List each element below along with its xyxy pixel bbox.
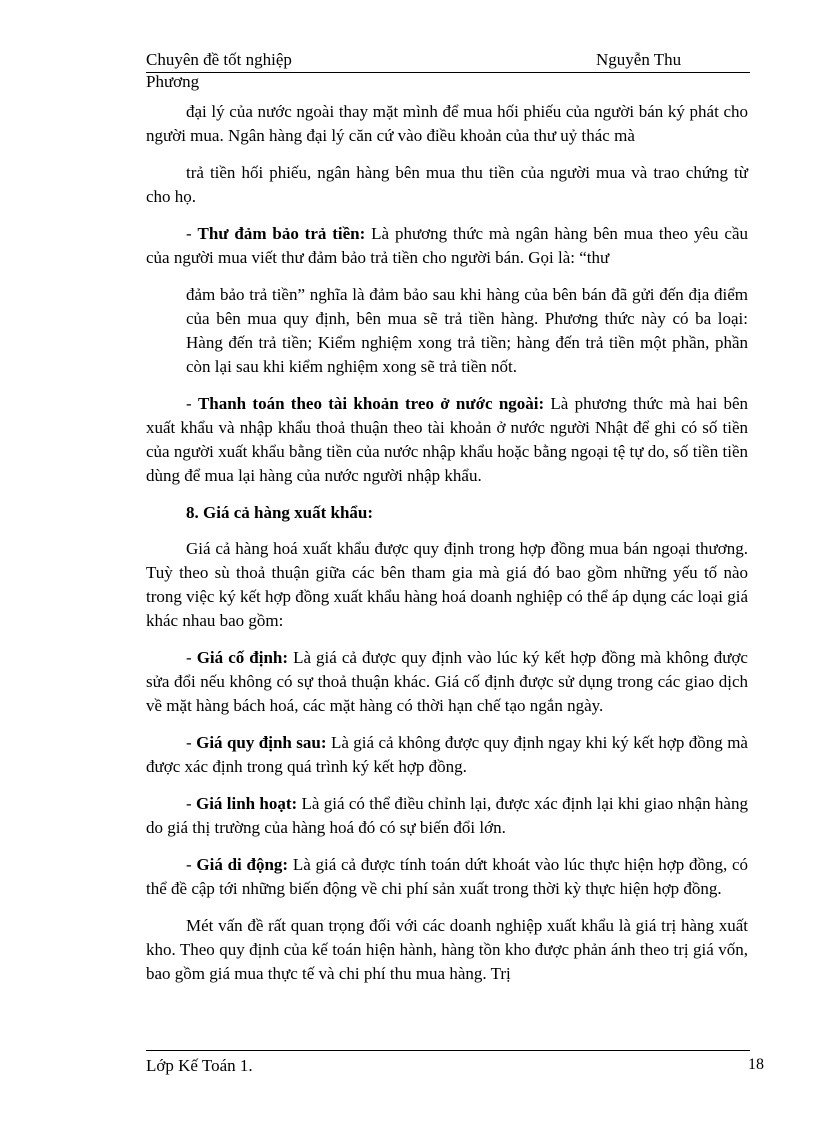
term-sliding-price: Giá di động: — [196, 855, 289, 874]
paragraph-guarantee-letter — [146, 222, 748, 270]
definition-text: Là phương thức mà hai bên xuất khẩu và nhập khẩu thoả thuận theo tài khoản ở nước người Nhật để ghi có số tiền của người xuất khẩu bằng tiền của nước nhập khẩu hoặc bằng ngoại tệ tự do, số tiền tiền dùng để mua lại hàng của nước người nhập khẩu. — [146, 394, 748, 485]
page-number: 18 — [748, 1056, 764, 1073]
paragraph-fixed-price — [146, 646, 748, 718]
section-heading: 8. Giá cả hàng xuất khẩu: — [186, 503, 374, 522]
definition-text: Là giá có thể điều chỉnh lại, được xác định lại khi giao nhận hàng do giá thị trường của hàng hoá đó có sự biến đổi lớn. — [146, 794, 748, 837]
term-flexible-price: Giá linh hoạt: — [195, 794, 298, 813]
definition-text: Là phương thức mà ngân hàng bên mua theo yêu cầu của người mua viết thư đảm bảo trả tiền cho người bán. Gọi là: “thư — [146, 224, 748, 267]
dash: - — [186, 794, 196, 813]
paragraph: Giá cả hàng hoá xuất khẩu được quy định trong hợp đồng mua bán ngoại thương. Tuỳ theo sù thoả thuận giữa các bên tham gia mà giá đó bao gồm những yếu tố nào trong việc ký kết hợp đồng xuất khẩu hàng hoá doanh nghiệp có thể áp dụng các loại giá khác nhau bao gồm: — [146, 539, 748, 630]
header-author: Nguyễn Thu — [596, 50, 682, 69]
paragraph: đảm bảo trả tiền” nghĩa là đảm bảo sau khi hàng của bên bán đã gửi đến địa điểm của bên mua quy định, bên mua sẽ trả tiền hàng. Phương thức này có ba loại: Hàng đến trả tiền; Kiểm nghiệm xong trả tiền; hàng đến trả tiền một phần, phần còn lại sau khi kiểm nghiệm xong sẽ trả tiền nốt. — [186, 285, 748, 376]
definition-text: Là giá cả không được quy định ngay khi ký kết hợp đồng mà được xác định trong quá trình ký kết hợp đồng. — [146, 733, 748, 776]
header-rule — [146, 72, 750, 73]
footer-rule — [146, 1050, 750, 1051]
paragraph: đại lý của nước ngoài thay mặt mình để mua hối phiếu của người bán ký phát cho người mua. Ngân hàng đại lý căn cứ vào điều khoản của thư uỷ thác mà — [146, 102, 748, 145]
term-deferred-price: Giá quy định sau: — [196, 733, 327, 752]
paragraph-suspense-account — [146, 392, 748, 488]
definition-text: Là giá cả được tính toán dứt khoát vào lúc thực hiện hợp đồng, có thể đề cập tới những biến động về chi phí sản xuất trong thời kỳ thực hiện hợp đồng. — [146, 855, 748, 898]
dash: - — [186, 855, 197, 874]
term-guarantee-letter: Thư đảm bảo trả tiền: — [197, 224, 366, 243]
paragraph: Mét vấn đề rất quan trọng đối với các doanh nghiệp xuất khẩu là giá trị hàng xuất kho. Theo quy định của kế toán hiện hành, hàng tồn kho được phản ánh theo trị giá vốn, bao gồm giá mua thực tế và chi phí thu mua hàng. Trị — [146, 916, 748, 983]
footer-class-name: Lớp Kế Toán 1. — [146, 1056, 253, 1075]
paragraph-flexible-price — [146, 792, 748, 840]
dash: - — [186, 224, 198, 243]
paragraph: trả tiền hối phiếu, ngân hàng bên mua thu tiền của người mua và trao chứng từ cho họ. — [146, 163, 748, 206]
header-title: Chuyên đề tốt nghiệp — [146, 50, 292, 69]
term-fixed-price: Giá cố định: — [196, 648, 289, 667]
body-text — [146, 100, 748, 999]
dash: - — [186, 394, 198, 413]
paragraph-sliding-price — [146, 853, 748, 901]
term-suspense-account: Thanh toán theo tài khoản treo ở nước ngoài: — [197, 394, 545, 413]
header-author-wrap: Phương — [146, 72, 200, 91]
dash: - — [186, 648, 197, 667]
dash: - — [186, 733, 197, 752]
paragraph-deferred-price — [146, 731, 748, 779]
definition-text: Là giá cả được quy định vào lúc ký kết hợp đồng mà không được sửa đổi nếu không có sự thoả thuận khác. Giá cố định được sử dụng trong các giao dịch về mặt hàng bách hoá, các mặt hàng có thời hạn chế tạo ngắn ngày. — [146, 648, 748, 715]
